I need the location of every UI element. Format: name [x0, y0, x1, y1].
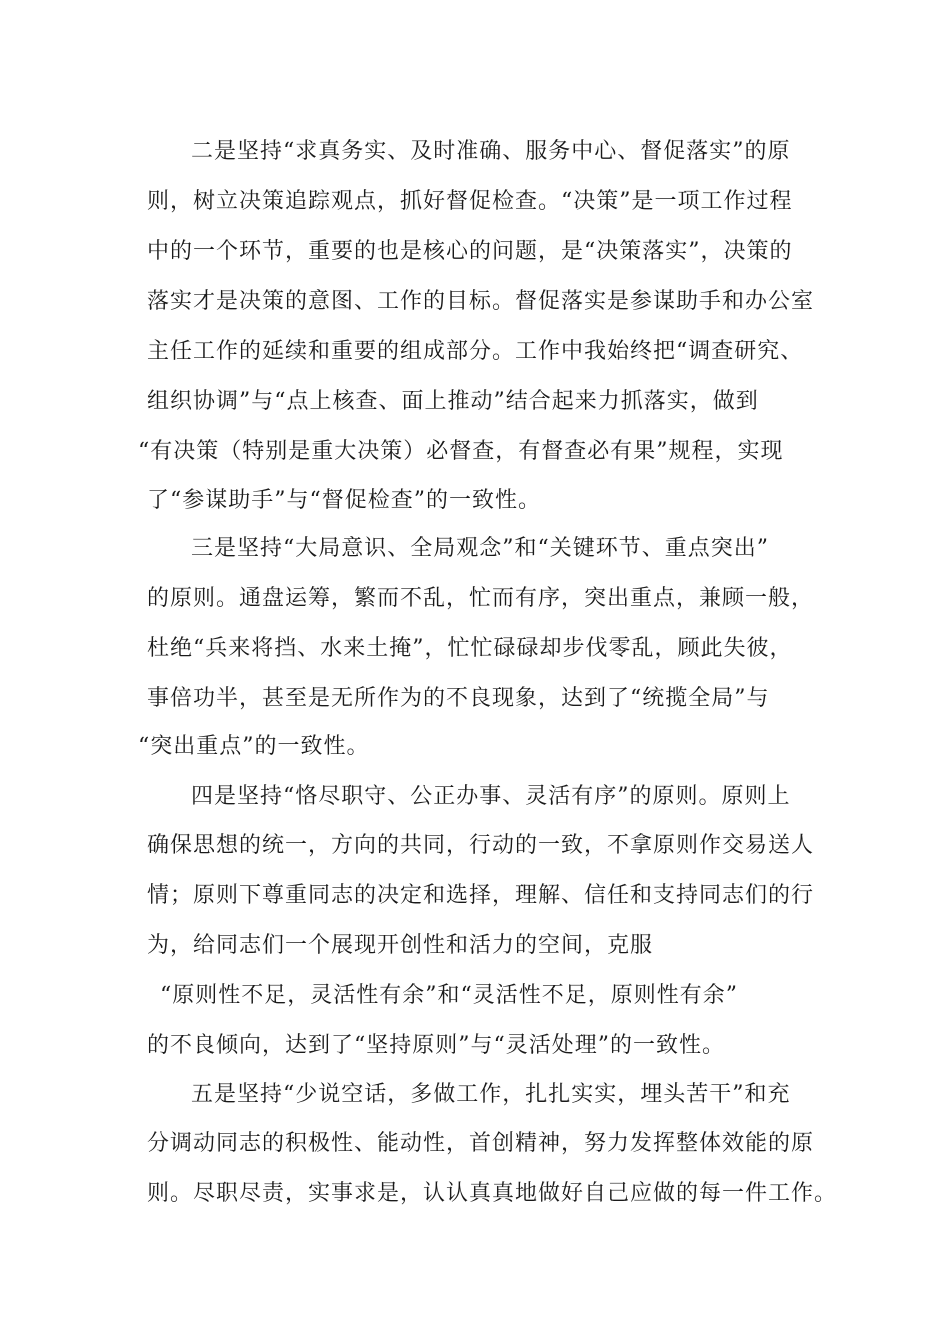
text-line: 情；原则下尊重同志的决定和选择，理解、信任和支持同志们的行 — [147, 883, 815, 908]
text-line: 杜绝“兵来将挡、水来土掩”，忙忙碌碌却步伐零乱，顾此失彼， — [147, 636, 793, 661]
text-line: 的不良倾向，达到了“坚持原则”与“灵活处理”的一致性。 — [147, 1033, 725, 1058]
text-line: 组织协调”与“点上核查、面上推动”结合起来力抓落实，做到 — [147, 389, 759, 414]
text-line: 为，给同志们一个展现开创性和活力的空间，克服 — [147, 933, 654, 958]
text-line: 五是坚持“少说空话，多做工作，扎扎实实，埋头苦干”和充 — [191, 1082, 791, 1107]
text-line: 主任工作的延续和重要的组成部分。工作中我始终把“调查研究、 — [147, 339, 804, 364]
text-line: 事倍功半，甚至是无所作为的不良现象，达到了“统揽全局”与 — [147, 686, 770, 711]
text-line: 则。尽职尽责，实事求是，认认真真地做好自己应做的每一件工作。 — [147, 1181, 838, 1206]
text-line: 了“参谋助手”与“督促检查”的一致性。 — [147, 488, 541, 513]
text-line: 落实才是决策的意图、工作的目标。督促落实是参谋助手和办公室 — [147, 289, 815, 314]
text-line: 分调动同志的积极性、能动性，首创精神，努力发挥整体效能的原 — [147, 1131, 815, 1156]
text-line: “突出重点”的一致性。 — [138, 734, 370, 759]
text-line: 的原则。通盘运筹，繁而不乱，忙而有序，突出重点，兼顾一般， — [147, 586, 815, 611]
text-line: 三是坚持“大局意识、全局观念”和“关键环节、重点突出” — [191, 536, 769, 561]
text-line: 中的一个环节，重要的也是核心的问题，是“决策落实”，决策的 — [147, 239, 793, 264]
text-line: “原则性不足，灵活性有余”和“灵活性不足，原则性有余” — [160, 983, 738, 1008]
text-line: 四是坚持“恪尽职守、公正办事、灵活有序”的原则。原则上 — [191, 784, 791, 809]
text-line: 二是坚持“求真务实、及时准确、服务中心、督促落实”的原 — [191, 139, 791, 164]
text-line: “有决策（特别是重大决策）必督查，有督查必有果”规程，实现 — [138, 439, 784, 464]
text-line: 则，树立决策追踪观点，抓好督促检查。“决策”是一项工作过程 — [147, 189, 793, 214]
text-line: 确保思想的统一，方向的共同，行动的一致，不拿原则作交易送人 — [147, 833, 815, 858]
